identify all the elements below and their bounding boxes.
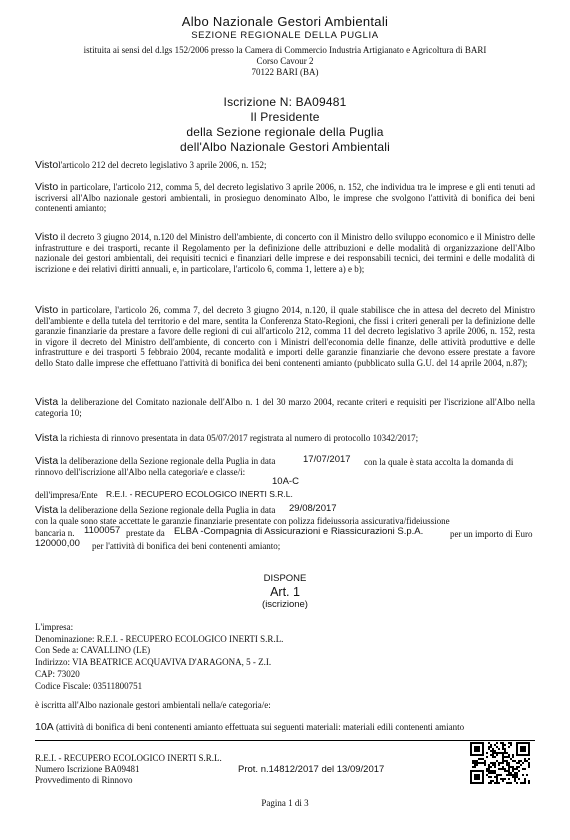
paragraph-lead: Vista [35,504,59,516]
page-number: Pagina 1 di 3 [261,798,309,808]
delib-text-b: con la quale è stata accolta la domanda di [364,457,514,467]
paragraph-vista-2 [35,433,535,444]
section-name: SEZIONE REGIONALE DELLA PUGLIA [191,30,379,41]
paragraph-lead: Visto [35,181,59,193]
article-number: Art. 1 [270,585,300,599]
paragraph-text: in particolare, l'articolo 26, comma 7, del decreto 3 giugno 2014, n.120, il quale stabilisce che in attesa del decreto del Ministro dell'ambiente e della tutela del territorio e del mare, sentita la Conferenza Stato-Regioni, che fissi i criteri generali per la definizione delle garanzie finanziarie da prestare a favore delle regioni di cui all'articolo 212, comma 11 del decreto legislativo 3 aprile 2006, n. 152, resta in vigore il decreto del Ministro dell'ambiente, di concerto con i Ministri dell'economia delle finanze, delle attività produttive e delle infrastrutture e dei trasporti 5 febbraio 2004, recante modalità e importi delle garanzie finanziarie che devono essere prestate a favore dello Stato dalle imprese che effettuano l'attività di bonifica dei beni contenenti amianto (pubblicato sulla G.U. del 14 aprile 2004, n.87); [35,305,535,368]
title-block [0,95,570,155]
paragraph-text: la deliberazione del Comitato nazionale dell'Albo n. 1 del 30 marzo 2004, recante criteri e requisiti per l'iscrizione all'Albo nella categoria 10; [35,397,535,418]
albo-title: Albo Nazionale Gestori Ambientali [181,14,389,29]
delib2-text-b: con la quale sono state accettate le garanzie finanziarie presentate con polizza fideiussoria assicurativa/fideiussione [35,516,450,526]
paragraph-visto-3 [35,232,535,274]
per-attivita: per l'attività di bonifica dei beni contenenti amianto; [92,541,281,551]
paragraph-lead: Vista [35,396,59,408]
indirizzo: Indirizzo: VIA BEATRICE ACQUAVIVA D'ARAGONA, 5 - Z.I. [35,657,272,667]
sede: Con Sede a: CAVALLINO (LE) [35,645,151,655]
qr-code-icon [470,742,530,784]
address-street: Corso Cavour 2 [256,56,314,66]
delib-date: 17/07/2017 [303,454,351,465]
paragraph-lead: Vista [35,455,59,467]
cap: CAP: 73020 [35,669,80,679]
paragraph-visto-4 [35,305,535,369]
iscritta-line: è iscritta all'Albo nazionale gestori ambientali nella/e categoria/e: [35,700,271,710]
denominazione: Denominazione: R.E.I. - RECUPERO ECOLOGICO INERTI S.R.L. [35,634,284,644]
paragraph-text: la richiesta di rinnovo presentata in data 05/07/2017 registrata al numero di protocollo 10342/2017; [58,433,419,443]
paragraph-text: il decreto 3 giugno 2014, n.120 del Ministro dell'ambiente, di concerto con il Ministro dello sviluppo economico e il Ministro delle infrastrutture e dei trasporti, recante il Regolamento per la definizione delle attribuzioni e delle modalità di organizzazione dell'Albo nazionale dei gestori ambientali, dei requisiti tecnici e finanziari delle imprese e dei responsabili tecnici, dei termini e delle modalità di iscrizione e dei relativi diritti annuali, e, in particolare, l'articolo 6, comma 1, lettere a) e b); [35,232,535,274]
category-code: 10A [35,721,54,733]
document-header [0,14,570,78]
paragraph-visto-2 [35,182,535,214]
footer-provvedimento: Provvedimento di Rinnovo [35,775,133,785]
institute-line: istituita ai sensi del d.lgs 152/2006 presso la Camera di Commercio Industria Artigianato e Agricoltura di BARI [83,45,487,55]
paragraph-lead: Visto [35,304,59,316]
footer-info [35,753,222,786]
codice-fiscale: Codice Fiscale: 03511800751 [35,681,143,691]
article-subtitle: (iscrizione) [262,599,308,610]
category-line [35,722,464,733]
paragraph-visto-1 [35,160,535,171]
footer-company: R.E.I. - RECUPERO ECOLOGICO INERTI S.R.L. [35,753,222,763]
paragraph-lead: Visto [35,159,59,171]
footer-iscrizione: Numero Iscrizione BA09481 [35,764,140,774]
paragraph-text: l'articolo 212 del decreto legislativo 3 aprile 2006, n. 152; [58,160,267,170]
dispone-word: DISPONE [263,573,307,584]
paragraph-vista-1 [35,397,535,418]
prestate-da: prestate da [126,528,165,538]
delib-text: la deliberazione della Sezione regionale della Puglia in data [58,505,276,515]
impresa-label: L'impresa: [35,622,74,632]
delib-text: la deliberazione della Sezione regionale della Puglia in data [58,456,276,466]
category-description: (attività di bonifica di beni contenenti amianto effettuata sui seguenti materiali: materiali edili contenenti amianto [53,722,465,732]
section-line: della Sezione regionale della Puglia [186,125,384,139]
delib2-date: 29/08/2017 [289,503,337,514]
insurer-name: ELBA -Compagnia di Assicurazioni e Riassicurazioni S.p.A. [174,526,424,537]
delib-text-c: rinnovo dell'iscrizione all'Albo nella categoria/e e classe/i: [35,467,246,477]
paragraph-text: in particolare, l'articolo 212, comma 5, del decreto legislativo 3 aprile 2006, n. 152, che individua tra le imprese e gli enti tenuti ad iscriversi all'Albo nazionale gestori ambientali, in prosieguo denominato Albo, le imprese che svolgono l'attività di bonifica dei beni contenenti amianto; [35,182,535,214]
ente-name: R.E.I. - RECUPERO ECOLOGICO INERTI S.R.L. [106,489,293,499]
category-class: 10A-C [272,476,299,487]
paragraph-lead: Visto [35,231,59,243]
iscrizione-number: Iscrizione N: BA09481 [223,95,347,109]
protocol-number: Prot. n.14812/2017 del 13/09/2017 [238,764,385,775]
footer-divider [35,740,535,741]
guarantee-amount: 120000,00 [35,538,80,549]
importo-label: per un importo di Euro [450,529,533,539]
bancaria-label: bancaria n. [35,528,75,538]
president-line: Il Presidente [250,110,320,124]
polizza-number: 1100057 [84,525,121,536]
ente-label: dell'impresa/Ente [35,490,98,500]
dispone-block [0,573,570,611]
paragraph-lead: Vista [35,432,59,444]
albo-line: dell'Albo Nazionale Gestori Ambientali [179,140,390,154]
address-city: 70122 BARI (BA) [251,67,319,77]
